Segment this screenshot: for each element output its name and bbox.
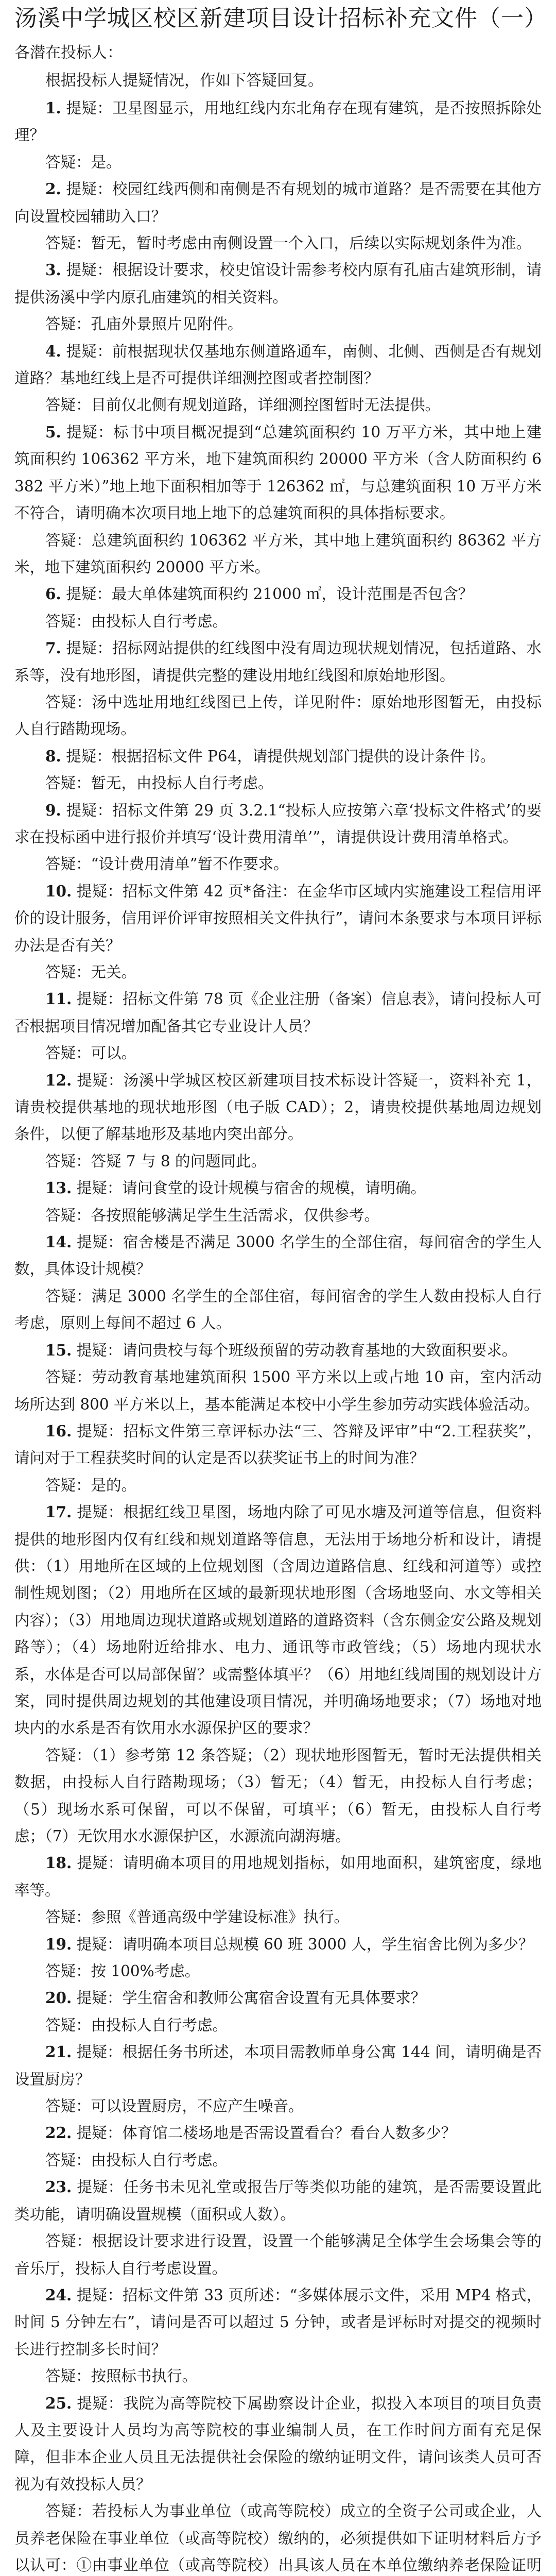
question-item bbox=[14, 338, 542, 392]
qa-list bbox=[14, 95, 542, 2576]
question-number: 25. bbox=[45, 2394, 72, 2412]
question-item bbox=[14, 1067, 542, 1148]
answer-text: 答疑：由投标人自行考虑。 bbox=[45, 2016, 228, 2034]
answer-text: 答疑：汤中选址用地红线图已上传，详见附件：原始地形图暂无，由投标人自行踏勘现场。 bbox=[14, 693, 542, 738]
question-item bbox=[14, 2390, 542, 2498]
question-number: 21. bbox=[45, 2043, 72, 2061]
question-text: 提疑：招标文件第三章评标办法“三、答辩及评审”中“2.工程获奖”，请问对于工程获奖时间的认定是否以获奖证书上的时间为准？ bbox=[14, 1422, 542, 1467]
question-number: 12. bbox=[45, 1071, 72, 1089]
question-text: 提疑：请明确本项目的用地规划指标，如用地面积，建筑密度，绿地率等。 bbox=[14, 1854, 542, 1899]
question-text: 提疑：体育馆二楼场地是否需设置看台？看台人数多少？ bbox=[76, 2124, 457, 2142]
question-text: 提疑：请明确本项目总规模 60 班 3000 人，学生宿舍比例为多少？ bbox=[76, 1935, 534, 1953]
question-number: 17. bbox=[45, 1503, 72, 1521]
answer-text: 答疑：“设计费用清单”暂不作要求。 bbox=[45, 855, 289, 873]
question-text: 提疑：宿舍楼是否满足 3000 名学生的全部住宿，每间宿舍的学生人数，具体设计规模？ bbox=[14, 1233, 542, 1278]
question-item bbox=[14, 95, 542, 149]
question-item bbox=[14, 2282, 542, 2363]
question-item bbox=[14, 797, 542, 851]
question-number: 23. bbox=[45, 2178, 72, 2196]
question-item bbox=[14, 2039, 542, 2093]
question-text: 提疑：请问贵校与每个班级预留的劳动教育基地的大致面积要求。 bbox=[76, 1341, 517, 1359]
question-text: 提疑：招标文件第 33 页所述：“多媒体展示文件，采用 MP4 格式，时间 5 分钟左右”，请问是否可以超过 5 分钟，或者是评标时对提交的视频时长进行控制多长时间？ bbox=[14, 2286, 542, 2358]
document bbox=[14, 0, 547, 2576]
question-text: 提疑：招标文件第 42 页*备注：在金华市区域内实施建设工程信用评价的设计服务，信用评价评审按照相关文件执行”，请问本条要求与本项目评标办法是否有关？ bbox=[14, 882, 542, 954]
question-item bbox=[14, 1337, 542, 1364]
question-number: 16. bbox=[45, 1421, 72, 1440]
question-text: 提疑：标书中项目概况提到“总建筑面积约 10 万平方米，其中地上建筑面积约 106362 平方米，地下建筑面积约 20000 平方米（含人防面积约 6382 平方米）”地上地下面积相加等于 126362 ㎡，与总建筑面积 10 万平方米不符合，请明确本次项目地上地下的总建筑面积的具体指标要求。 bbox=[14, 423, 542, 522]
question-text: 提疑：根据任务书所述，本项目需教师单身公寓 144 间，请明确是否设置厨房？ bbox=[14, 2043, 542, 2088]
question-item bbox=[14, 1985, 542, 2011]
answer-text: 答疑：按 100%考虑。 bbox=[45, 1962, 200, 1980]
question-text: 提疑：招标文件第 29 页 3.2.1“投标人应按第六章‘投标文件格式’的要求在投标函中进行报价并填写‘设计费用清单’”，请提供设计费用清单格式。 bbox=[14, 801, 542, 846]
question-text: 提疑：请问食堂的设计规模与宿舍的规模，请明确。 bbox=[76, 1179, 426, 1197]
question-number: 14. bbox=[45, 1233, 72, 1251]
question-number: 8. bbox=[45, 747, 61, 765]
question-text: 提疑：我院为高等院校下属勘察设计企业，拟投入本项目的项目负责人及主要设计人员均为高等院校的事业编制人员，在工作时间方面有充足保障，但非本企业人员且无法提供社会保险的缴纳证明文件，请问该类人员可否视为有效投标人员？ bbox=[14, 2394, 542, 2493]
answer-text: 答疑：根据设计要求进行设置，设置一个能够满足全体学生会场集会等的音乐厅，投标人自行考虑设置。 bbox=[14, 2232, 542, 2277]
question-text: 提疑：校园红线西侧和南侧是否有规划的城市道路？是否需要在其他方向设置校园辅助入口？ bbox=[14, 180, 542, 225]
question-item bbox=[14, 257, 542, 311]
answer-text: 答疑：由投标人自行考虑。 bbox=[45, 2151, 228, 2169]
answer-text: 答疑：若投标人为事业单位（或高等院校）成立的全资子公司或企业，人员养老保险在事业单位（或高等院校）缴纳的，必须提供如下证明材料后方予以认可：①由事业单位（或高等院校）出具该人员在本单位缴纳养老保险证明 bbox=[14, 2502, 542, 2574]
question-number: 24. bbox=[45, 2285, 72, 2304]
question-number: 9. bbox=[45, 801, 61, 819]
question-number: 13. bbox=[45, 1179, 72, 1197]
question-item bbox=[14, 1229, 542, 1283]
answer-text: 答疑：由投标人自行考虑。 bbox=[45, 612, 228, 630]
question-item bbox=[14, 419, 542, 527]
question-text: 提疑：前根据现状仅基地东侧道路通车，南侧、北侧、西侧是否有规划道路？基地红线上是否可提供详细测控图或者控制图？ bbox=[14, 342, 542, 387]
page-title: 汤溪中学城区校区新建项目设计招标补充文件（一） bbox=[14, 5, 547, 31]
question-item bbox=[14, 176, 542, 230]
question-number: 5. bbox=[45, 422, 61, 441]
answer-text: 答疑：总建筑面积约 106362 平方米，其中地上建筑面积约 86362 平方米，地下建筑面积约 20000 平方米。 bbox=[14, 531, 542, 576]
question-item bbox=[14, 986, 542, 1040]
answer-text: 答疑：可以。 bbox=[45, 1044, 137, 1062]
question-item bbox=[14, 635, 542, 689]
question-item bbox=[14, 1175, 542, 1201]
question-text: 提疑：汤溪中学城区校区新建项目技术标设计答疑一，资料补充 1，请贵校提供基地的现状地形图（电子版 CAD）；2，请贵校提供基地周边规划条件，以便了解基地形及基地内突出部分。 bbox=[14, 1071, 542, 1143]
salutation: 各潜在投标人： bbox=[14, 44, 123, 62]
question-text: 提疑：招标文件第 78 页《企业注册（备案）信息表》，请问投标人可否根据项目情况增加配备其它专业设计人员？ bbox=[14, 990, 542, 1035]
question-number: 10. bbox=[45, 882, 72, 900]
question-item bbox=[14, 1499, 542, 1742]
question-text: 提疑：招标网站提供的红线图中没有周边现状规划情况，包括道路、水系等，没有地形图，请提供完整的建设用地红线图和原始地形图。 bbox=[14, 639, 542, 684]
answer-text: 答疑：无关。 bbox=[45, 963, 137, 981]
intro-text: 根据投标人提疑情况，作如下答疑回复。 bbox=[45, 72, 323, 90]
answer-text: 答疑：暂无，由投标人自行考虑。 bbox=[45, 774, 273, 792]
question-number: 19. bbox=[45, 1935, 72, 1953]
answer-text: 答疑：目前仅北侧有规划道路，详细测控图暂时无法提供。 bbox=[45, 396, 441, 414]
question-number: 22. bbox=[45, 2124, 72, 2142]
answer-text: 答疑：劳动教育基地建筑面积 1500 平方米以上或占地 10 亩，室内活动场所达到 800 平方米以上，基本能满足本校中小学生参加劳动实践体验活动。 bbox=[14, 1368, 542, 1413]
question-text: 提疑：卫星图显示，用地红线内东北角存在现有建筑，是否按照拆除处理？ bbox=[14, 99, 542, 144]
question-item bbox=[14, 1418, 542, 1472]
question-text: 提疑：根据红线卫星图，场地内除了可见水塘及河道等信息，但资料提供的地形图内仅有红线和规划道路等信息，无法用于场地分析和设计，请提供：（1）用地所在区域的上位规划图（含周边道路信息、红线和河道等）或控制性规划图；（2）用地所在区域的最新现状地形图（含场地竖向、水文等相关内容）；（3）用地周边现状道路或规划道路的道路资料（含东侧金安公路及规划路等）；（4）场地附近给排水、电力、通讯等市政管线；（5）场地内现状水系，水体是否可以局部保留？或需整体填平？（6）用地红线周围的规划设计方案，同时提供周边规划的其他建设项目情况，并明确场地要求；（7）场地对地块内的水系是否有饮用水水源保护区的要求？ bbox=[14, 1503, 542, 1737]
question-item bbox=[14, 1850, 542, 1904]
question-item bbox=[14, 2120, 542, 2146]
answer-text: 答疑：按照标书执行。 bbox=[45, 2367, 198, 2385]
question-number: 2. bbox=[45, 180, 61, 198]
question-text: 提疑：学生宿舍和教师公寓宿舍设置有无具体要求？ bbox=[76, 1989, 426, 2007]
answer-text: 答疑：各按照能够满足学生生活需求，仅供参考。 bbox=[45, 1206, 380, 1224]
question-number: 6. bbox=[45, 585, 61, 603]
question-number: 11. bbox=[45, 990, 72, 1008]
question-item bbox=[14, 1931, 542, 1958]
question-number: 3. bbox=[45, 261, 61, 279]
question-text: 提疑：最大单体建筑面积约 21000 ㎡，设计范围是否包含？ bbox=[66, 585, 474, 603]
answer-text: 答疑：答疑 7 与 8 的问题同此。 bbox=[45, 1152, 267, 1170]
question-text: 提疑：根据招标文件 P64，请提供规划部门提供的设计条件书。 bbox=[66, 747, 495, 765]
question-number: 15. bbox=[45, 1341, 72, 1359]
answer-text: 答疑：可以设置厨房，不应产生噪音。 bbox=[45, 2097, 304, 2115]
answer-text: 答疑：（1）参考第 12 条答疑；（2）现状地形图暂无，暂时无法提供相关数据，由投标人自行踏勘现场；（3）暂无；（4）暂无，由投标人自行考虑；（5）现场水系可保留，可以不保留，可填平；（6）暂无，由投标人自行考虑；（7）无饮用水水源保护区，水源流向湖海塘。 bbox=[14, 1746, 542, 1845]
question-text: 提疑：根据设计要求，校史馆设计需参考校内原有孔庙古建筑形制，请提供汤溪中学内原孔庙建筑的相关资料。 bbox=[14, 261, 542, 306]
question-text: 提疑：任务书未见礼堂或报告厅等类似功能的建筑，是否需要设置此类功能，请明确设置规模（面积或人数）。 bbox=[14, 2178, 542, 2223]
question-number: 20. bbox=[45, 1989, 72, 2007]
question-number: 7. bbox=[45, 639, 61, 657]
question-number: 1. bbox=[45, 99, 61, 117]
answer-text: 答疑：满足 3000 名学生的全部住宿，每间宿舍的学生人数由投标人自行考虑，原则上每间不超过 6 人。 bbox=[14, 1287, 542, 1332]
answer-text: 答疑：孔庙外景照片见附件。 bbox=[45, 315, 243, 333]
question-number: 18. bbox=[45, 1854, 72, 1872]
question-number: 4. bbox=[45, 342, 61, 360]
answer-text: 答疑：是。 bbox=[45, 153, 121, 171]
question-item bbox=[14, 878, 542, 959]
question-item bbox=[14, 2174, 542, 2228]
answer-text: 答疑：参照《普通高级中学建设标准》执行。 bbox=[45, 1908, 350, 1926]
question-item bbox=[14, 581, 542, 607]
question-item bbox=[14, 743, 542, 770]
answer-text: 答疑：是的。 bbox=[45, 1476, 137, 1494]
answer-text: 答疑：暂无，暂时考虑由南侧设置一个入口，后续以实际规划条件为准。 bbox=[45, 234, 532, 252]
